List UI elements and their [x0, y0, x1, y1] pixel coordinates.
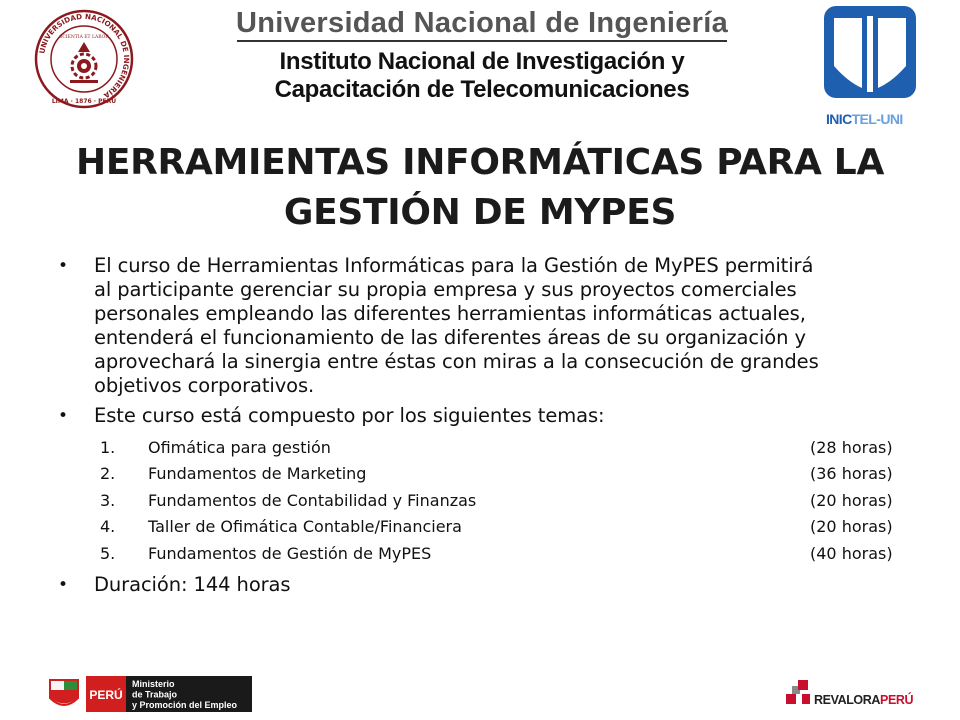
topic-number: 5.: [100, 543, 116, 563]
bullet-marker: •: [58, 406, 68, 426]
seal-motto: SCIENTIA ET LABOR: [59, 35, 109, 40]
university-seal-logo: [34, 4, 134, 114]
intro-line: El curso de Herramientas Informáticas para la Gestión de MyPES permitirá: [94, 254, 814, 277]
duration-bullet: [58, 573, 908, 597]
inictel-uni-logo: [824, 6, 916, 130]
revalora-peru-logo: [784, 676, 918, 712]
intro-line: al participante gerenciar su propia empresa y sus proyectos comerciales: [94, 278, 797, 301]
list-item: [58, 434, 908, 461]
ministry-line-1: Ministerio: [132, 679, 175, 689]
revalora-mark-icon: [786, 680, 810, 704]
intro-line: aprovechará la sinergia entre éstas con miras a la consecución de grandes: [94, 350, 819, 373]
bullet-marker: •: [58, 256, 68, 276]
peru-coat-of-arms-icon: [50, 680, 78, 705]
list-item: [58, 540, 908, 567]
topic-name: Taller de Ofimática Contable/Financiera: [148, 517, 462, 537]
ministry-line-3: y Promoción del Empleo: [132, 700, 238, 710]
intro-line: objetivos corporativos.: [94, 374, 315, 397]
topics-intro-bullet: [58, 404, 908, 428]
topic-hours: (20 horas): [810, 490, 893, 510]
topics-intro-text: Este curso está compuesto por los siguientes temas:: [94, 404, 605, 427]
topic-name: Fundamentos de Gestión de MyPES: [148, 543, 432, 563]
topic-name: Fundamentos de Marketing: [148, 464, 367, 484]
ministry-line-2: de Trabajo: [132, 689, 178, 700]
gear-icon: [72, 54, 96, 78]
header-institution-block: [232, 6, 732, 104]
list-item: [58, 487, 908, 514]
topic-number: 3.: [100, 490, 116, 510]
university-name: Universidad Nacional de Ingeniería: [235, 7, 729, 39]
intro-line: entenderá el funcionamiento de las diferentes áreas de su organización y: [94, 326, 806, 349]
slide-title: [40, 138, 920, 238]
seal-year-text: LIMA · 1876 · PERÚ: [51, 98, 117, 105]
svg-text:INICTEL-UNI: [826, 111, 903, 127]
topic-hours: (40 horas): [810, 543, 893, 563]
topic-hours: (36 horas): [810, 464, 893, 484]
topic-name: Ofimática para gestión: [148, 437, 331, 457]
header-divider: [237, 40, 727, 42]
seal-ring-text: UNIVERSIDAD NACIONAL DE INGENIERÍA: [37, 11, 132, 101]
list-item: [58, 461, 908, 488]
institute-line-2: Capacitación de Telecomunicaciones: [274, 76, 690, 103]
topic-number: 4.: [100, 517, 116, 537]
revalora-label-b: PERÚ: [880, 693, 914, 707]
topic-name: Fundamentos de Contabilidad y Finanzas: [148, 490, 477, 510]
topic-hours: (20 horas): [810, 517, 893, 537]
intro-bullet: [58, 254, 908, 398]
list-item: [58, 514, 908, 541]
inictel-label-b: TEL-UNI: [851, 111, 903, 127]
topic-number: 1.: [100, 437, 116, 457]
topics-list: [58, 434, 908, 567]
title-line-2: GESTIÓN DE MYPES: [283, 192, 677, 233]
duration-text: Duración: 144 horas: [94, 572, 291, 596]
topic-hours: (28 horas): [810, 437, 893, 457]
torch-icon: [78, 42, 90, 52]
bullet-marker: •: [58, 574, 68, 595]
revalora-label-a: REVALORA: [814, 693, 881, 707]
topic-number: 2.: [100, 464, 116, 484]
ministry-labor-logo: [46, 674, 252, 714]
intro-line: personales empleando las diferentes herramientas informáticas actuales,: [94, 302, 806, 325]
inictel-label-a: INIC: [826, 111, 852, 127]
title-line-1: HERRAMIENTAS INFORMÁTICAS PARA LA: [75, 142, 885, 183]
svg-text:REVALORAPERÚ: [814, 692, 914, 707]
institute-line-1: Instituto Nacional de Investigación y: [279, 48, 685, 75]
peru-label: PERÚ: [89, 688, 123, 702]
slide-content: [58, 254, 908, 603]
